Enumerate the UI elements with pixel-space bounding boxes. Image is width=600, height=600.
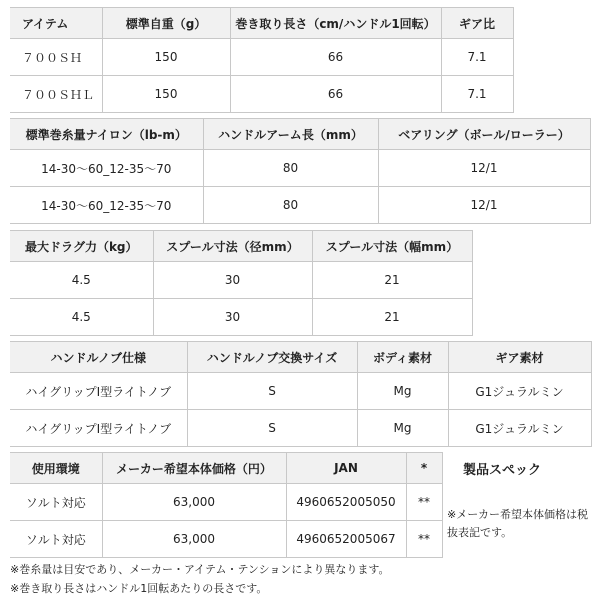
table-header-row <box>10 453 442 484</box>
table-header-row <box>10 119 590 150</box>
table-row <box>10 484 442 521</box>
table-row <box>10 299 472 336</box>
cell-max-drag: 4.5 <box>10 262 153 299</box>
cell-environment: ソルト対応 <box>10 484 102 521</box>
spec-table-handle-materials <box>10 341 592 447</box>
table-row <box>10 39 513 76</box>
header-max-drag: 最大ドラグ力（kg） <box>10 231 153 262</box>
cell-gear-ratio: 7.1 <box>441 76 513 113</box>
header-weight: 標準自重（g） <box>102 8 230 39</box>
spec-label: 製品スペック <box>463 463 542 478</box>
cell-body-material: Mg <box>357 373 448 410</box>
table-row <box>10 521 442 558</box>
footnote-retrieve-length: ※巻き取り長さはハンドル1回転あたりの長さです。 <box>10 582 268 595</box>
cell-gear-material: G1ジュラルミン <box>448 373 591 410</box>
cell-jan: 4960652005067 <box>286 521 406 558</box>
cell-weight: 150 <box>102 76 230 113</box>
cell-handle-knob: ハイグリップI型ライトノブ <box>10 410 187 447</box>
cell-body-material: Mg <box>357 410 448 447</box>
cell-max-drag: 4.5 <box>10 299 153 336</box>
price-note: ※メーカー希望本体価格は税抜表記です。 <box>447 508 588 539</box>
cell-knob-size: S <box>187 410 357 447</box>
table-header-row <box>10 8 513 39</box>
header-retrieve-length: 巻き取り長さ（cm/ハンドル1回転） <box>230 8 441 39</box>
table-row <box>10 187 590 224</box>
table-row <box>10 410 591 447</box>
spec-table-price-jan <box>10 452 443 558</box>
cell-jan: 4960652005050 <box>286 484 406 521</box>
cell-handle-arm: 80 <box>203 187 378 224</box>
header-line-capacity: 標準巻糸量ナイロン（lb-m） <box>10 119 203 150</box>
header-mark: * <box>406 453 442 484</box>
table-header-row <box>10 231 472 262</box>
footnote-line-capacity: ※巻糸量は目安であり、メーカー・アイテム・テンションにより異なります。 <box>10 563 390 576</box>
cell-spool-diameter: 30 <box>153 299 312 336</box>
cell-spool-width: 21 <box>312 262 472 299</box>
header-spool-diameter: スプール寸法（径mm） <box>153 231 312 262</box>
header-price: メーカー希望本体価格（円） <box>102 453 286 484</box>
cell-line-capacity: 14-30～60_12-35～70 <box>10 150 203 187</box>
cell-spool-diameter: 30 <box>153 262 312 299</box>
cell-bearing: 12/1 <box>378 187 590 224</box>
header-bearing: ベアリング（ボール/ローラー） <box>378 119 590 150</box>
cell-price: 63,000 <box>102 521 286 558</box>
cell-handle-knob: ハイグリップI型ライトノブ <box>10 373 187 410</box>
cell-mark: ** <box>406 484 442 521</box>
cell-gear-ratio: 7.1 <box>441 39 513 76</box>
table-row <box>10 76 513 113</box>
header-jan: JAN <box>286 453 406 484</box>
header-handle-arm: ハンドルアーム長（mm） <box>203 119 378 150</box>
cell-item: ７００ＳＨＬ <box>10 76 102 113</box>
table-header-row <box>10 342 591 373</box>
cell-retrieve-length: 66 <box>230 39 441 76</box>
spec-table-item <box>10 7 514 113</box>
header-environment: 使用環境 <box>10 453 102 484</box>
table-row <box>10 150 590 187</box>
cell-price: 63,000 <box>102 484 286 521</box>
cell-spool-width: 21 <box>312 299 472 336</box>
spec-table-drag-spool <box>10 230 473 336</box>
table-row <box>10 262 472 299</box>
header-gear-material: ギア素材 <box>448 342 591 373</box>
header-handle-knob: ハンドルノブ仕様 <box>10 342 187 373</box>
header-spool-width: スプール寸法（幅mm） <box>312 231 472 262</box>
cell-knob-size: S <box>187 373 357 410</box>
cell-environment: ソルト対応 <box>10 521 102 558</box>
header-gear-ratio: ギア比 <box>441 8 513 39</box>
cell-weight: 150 <box>102 39 230 76</box>
header-item: アイテム <box>10 8 102 39</box>
cell-item: ７００ＳＨ <box>10 39 102 76</box>
cell-line-capacity: 14-30～60_12-35～70 <box>10 187 203 224</box>
table-row <box>10 373 591 410</box>
cell-handle-arm: 80 <box>203 150 378 187</box>
cell-mark: ** <box>406 521 442 558</box>
cell-gear-material: G1ジュラルミン <box>448 410 591 447</box>
cell-retrieve-length: 66 <box>230 76 441 113</box>
cell-bearing: 12/1 <box>378 150 590 187</box>
spec-table-line-capacity <box>10 118 591 224</box>
header-body-material: ボディ素材 <box>357 342 448 373</box>
header-knob-size: ハンドルノブ交換サイズ <box>187 342 357 373</box>
